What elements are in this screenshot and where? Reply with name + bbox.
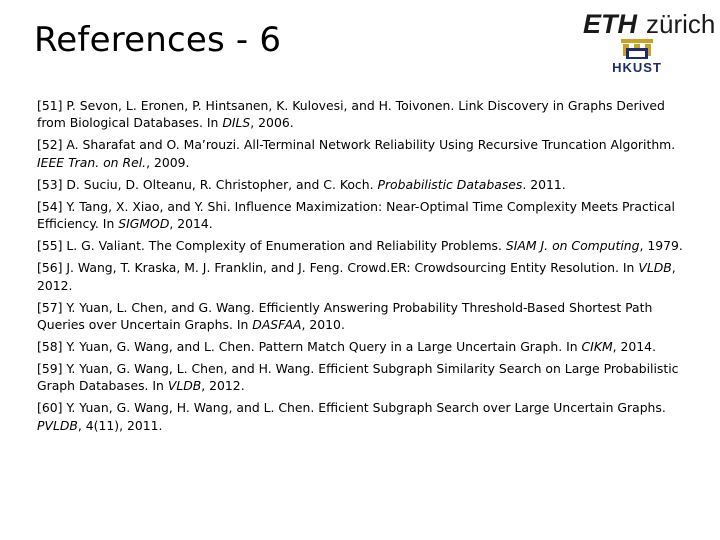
reference-list — [37, 97, 697, 439]
reference-venue: DILS — [222, 115, 251, 131]
reference-year: , 2010. — [301, 317, 345, 333]
hkust-logo — [599, 38, 675, 74]
reference-venue: Probabilistic Databases — [377, 176, 523, 192]
reference-year: . 2011. — [522, 176, 566, 192]
reference-item — [37, 338, 697, 355]
reference-year: , 2014. — [612, 339, 657, 355]
reference-item — [37, 136, 697, 171]
reference-text: [57] Y. Yuan, L. Chen, and G. Wang. Efficiently Answering Probability Threshold-Based Shortest Path Queries over Uncertain Graphs. In — [37, 299, 653, 333]
reference-year: , 2009. — [146, 154, 190, 170]
reference-item — [37, 399, 697, 434]
reference-year: , 2014. — [169, 216, 213, 232]
eth-logo-bold-text: ETH — [583, 9, 637, 39]
hkust-logo-text: HKUST — [612, 60, 662, 74]
reference-text: [53] D. Suciu, D. Olteanu, R. Christopher, and C. Koch. — [37, 176, 378, 192]
reference-text: [59] Y. Yuan, G. Wang, L. Chen, and H. Wang. Efficient Subgraph Similarity Search on Large Probabilistic Graph Databases. In — [37, 361, 679, 394]
reference-venue: VLDB — [167, 378, 202, 394]
reference-text: [54] Y. Tang, X. Xiao, and Y. Shi. Influence Maximization: Near-Optimal Time Complexity Meets Practical Efficiency. In — [37, 198, 675, 232]
eth-zurich-logo — [583, 8, 717, 40]
reference-item — [37, 97, 697, 132]
reference-venue: SIGMOD — [118, 216, 170, 232]
reference-year: , 2012. — [201, 378, 245, 394]
reference-item — [37, 259, 697, 294]
reference-text: [60] Y. Yuan, G. Wang, H. Wang, and L. Chen. Efficient Subgraph Search over Large Uncertain Graphs. — [37, 400, 666, 416]
reference-venue: DASFAA — [252, 317, 302, 333]
reference-year: , 4(11), 2011. — [77, 417, 163, 433]
reference-text: [56] J. Wang, T. Kraska, M. J. Franklin, and J. Feng. Crowd.ER: Crowdsourcing Entity Resolution. In — [37, 260, 639, 276]
reference-venue: CIKM — [581, 339, 613, 355]
reference-venue: IEEE Tran. on Rel. — [37, 154, 147, 170]
hkust-emblem-icon — [621, 39, 653, 59]
reference-text: [52] A. Sharafat and O. Ma’rouzi. All-Terminal Network Reliability Using Recursive Truncation Algorithm. — [37, 137, 676, 153]
reference-item — [37, 299, 697, 334]
reference-item — [37, 176, 697, 193]
reference-text: [51] P. Sevon, L. Eronen, P. Hintsanen, K. Kulovesi, and H. Toivonen. Link Discovery in Graphs Derived from Biological Databases. In — [37, 98, 665, 131]
reference-venue: PVLDB — [37, 417, 78, 433]
reference-year: , 2012. — [37, 260, 676, 293]
reference-venue: SIAM J. on Computing — [505, 238, 640, 254]
eth-logo-light-text: zürich — [646, 9, 716, 39]
reference-year: , 1979. — [639, 238, 683, 254]
slide-title: References - 6 — [34, 20, 282, 60]
reference-text: [55] L. G. Valiant. The Complexity of Enumeration and Reliability Problems. — [37, 238, 506, 254]
reference-venue: VLDB — [638, 260, 672, 276]
reference-item — [37, 360, 697, 395]
reference-text: [58] Y. Yuan, G. Wang, and L. Chen. Pattern Match Query in a Large Uncertain Graph. In — [37, 339, 582, 355]
reference-item — [37, 198, 697, 233]
reference-year: , 2006. — [250, 115, 294, 131]
reference-item — [37, 237, 697, 254]
